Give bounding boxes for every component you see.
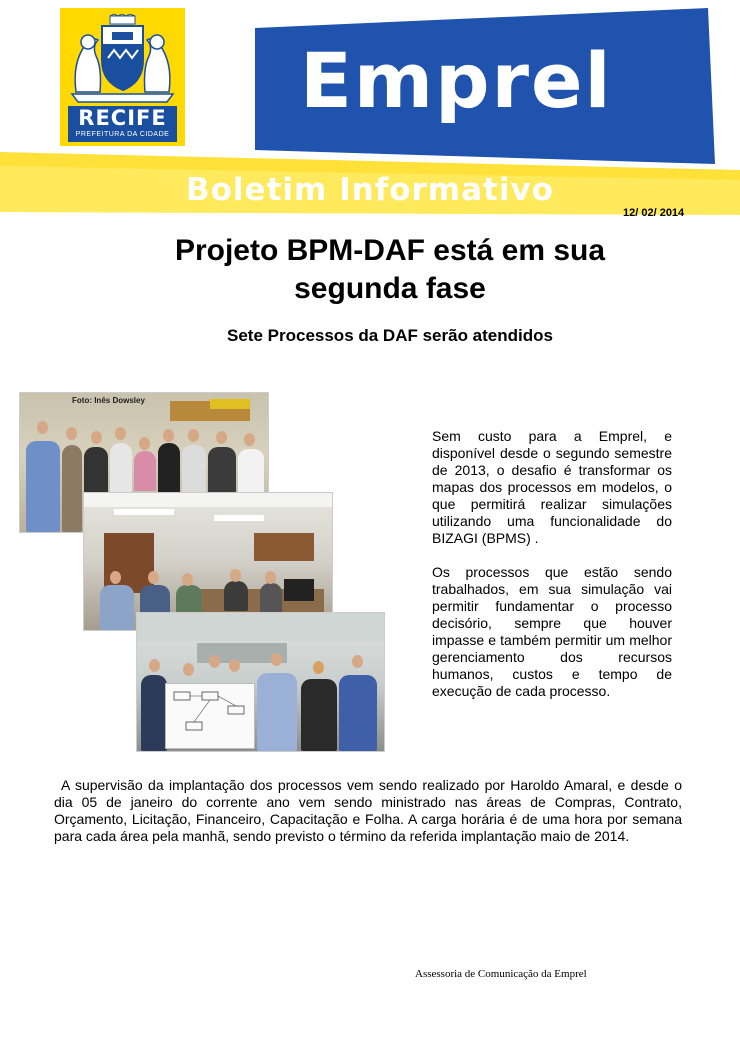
person [301,679,337,751]
column-paragraph-1: Sem custo para a Emprel, e disponível desde o segundo semestre de 2013, o desafio é transformar os mapas dos processos em modelos, o que permitirá realizar simulações utilizando uma funcionalidade do BIZAGI (BPMS) . [432,428,672,546]
person-head [209,655,220,668]
cabinet [254,533,314,561]
person [110,443,132,493]
person [208,447,236,497]
person [182,445,206,495]
flowchart-paper [165,683,255,749]
column-paragraph-2: Os processos que estão sendo trabalhados, em sua simulação vai permitir fundamentar o processo decisório, sempre que houver impasse e também permitir um melhor gerenciamento dos recursos humanos, custos e tempo de execução de cada processo. [432,564,672,699]
person-head [188,429,199,442]
person-head [183,663,194,676]
photo-group-with-chart [137,613,384,751]
person [134,451,156,491]
person-head [139,437,150,450]
issue-date: 12/ 02/ 2014 [623,207,685,219]
person [339,675,377,751]
ceiling-light [114,509,174,515]
wall [137,613,384,641]
person-head [244,433,255,446]
person-head [110,571,121,584]
coat-of-arms-icon [68,14,177,106]
flowchart-icon [166,684,254,748]
person-head [148,571,159,584]
photo-credit: Foto: Inês Dowsley [72,396,145,405]
person [158,443,180,493]
person [260,583,282,613]
person [141,675,167,751]
person-head [313,661,324,674]
person [176,585,202,615]
monitor [284,579,314,601]
person [62,445,82,532]
bulletin-title: Boletim Informativo [186,172,554,208]
recife-logo [60,8,185,146]
shelf [104,533,154,593]
person-head [91,431,102,444]
person [224,581,248,611]
person-head [149,659,160,672]
person-head [37,421,48,434]
ceiling-light [214,515,264,521]
article-body-paragraph: A supervisão da implantação dos processos vem sendo realizado por Haroldo Amaral, e desde o dia 05 de janeiro do corrente ano vem sendo ministrado nas áreas de Compras, Contrato, Orçamento, Licitação, Financeiro, Capacitação e Folha. A carga horária é de uma hora por semana para cada área pela manhã, sendo previsto o término da referida implantação maio de 2014. [54,777,682,844]
logo-city-name: RECIFE [78,106,167,130]
brand-name: Emprel [300,36,613,125]
person [26,441,60,532]
binders [210,399,250,409]
person-head [271,653,282,666]
article-headline: Projeto BPM-DAF está em sua segunda fase [174,234,606,305]
photo-meeting-desks [84,493,332,630]
person-head [265,571,276,584]
ceiling [84,493,332,507]
person-head [163,429,174,442]
person-head [216,431,227,444]
person [257,673,297,751]
person-head [66,427,77,440]
person-head [230,569,241,582]
logo-city-label [68,106,177,142]
logo-city-subtitle: PREFEITURA DA CIDADE [75,131,170,138]
article-column [432,428,672,717]
article-subheadline: Sete Processos da DAF serão atendidos [227,326,553,345]
person-head [182,573,193,586]
person-head [352,655,363,668]
footer-signature: Assessoria de Comunicação da Emprel [415,968,587,980]
person-head [229,659,240,672]
person [100,585,134,630]
person-head [115,427,126,440]
person [238,449,264,495]
